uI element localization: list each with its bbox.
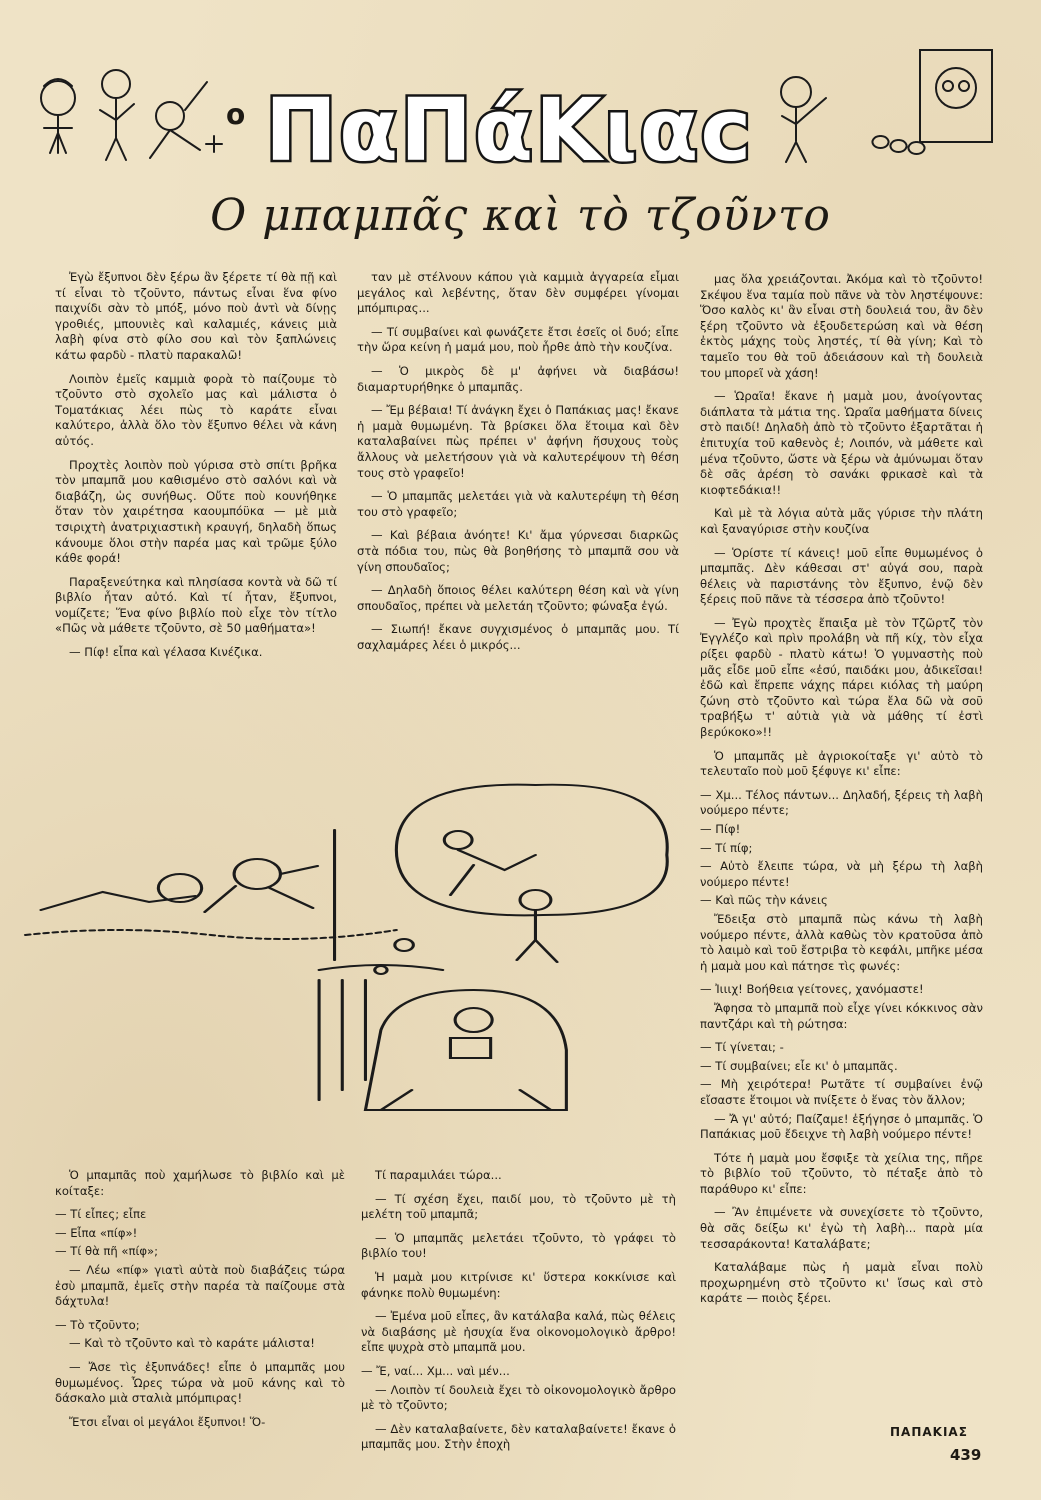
author-signature: ΠΑΠΑΚΙΑΣ (890, 1425, 968, 1439)
paragraph: — Μὴ χειρότερα! Ρωτᾶτε τί συμβαίνει ἐνῷ εἴσαστε ἕτοιμοι νὰ πνίξετε ὁ ἕνας τὸν ἄλλον; (700, 1077, 983, 1107)
paragraph: Λοιπὸν ἐμεῖς καμμιὰ φορὰ τὸ παίζουμε τὸ τζοῦντο στὸ σχολεῖο μας καὶ μάλιστα ὁ Τοματάκιας λέει πὼς τὸ καράτε εἶναι καλύτερο, ἀλλὰ ὅλο τὸν ἔξυπνο θέλει νὰ κάνη αὐτός. (55, 371, 337, 448)
paragraph: — Ἐγὼ προχτὲς ἔπαιξα μὲ τὸν Τζῶρτζ τὸν Ἐγγλέζο καὶ πρὶν προλάβη νὰ πῆ κίχ, τὸν εἶχα ρίξει φαρδὺ - πλατὺ κάτω! Ὁ γυμναστὴς ποὺ μᾶς εἶδε μοῦ εἶπε «ἐσύ, παιδάκι μου, ἀδικεῖσαι! ἐδῶ καὶ ἔπρεπε νάχης πάρει κιόλας τὴ μαύρη ζώνη στὸ τζοῦντο καὶ τώρα ἔλα δῶ νὰ σοῦ τραβήξω τ' αὐτιὰ γιὰ νὰ μάθης τί ἐστὶ βερύκοκο»!! (700, 615, 983, 740)
paragraph: Ὁ μπαμπᾶς μὲ ἀγριοκοίταξε γι' αὐτὸ τὸ τελευταῖο ποὺ μοῦ ξέφυγε κι' εἶπε: (700, 748, 983, 779)
paragraph: ταν μὲ στέλνουν κάπου γιὰ καμμιὰ ἀγγαρεία εἶμαι μεγάλος καὶ λεβέντης, ὅταν δὲν συμφέρει γίνομαι μπόμπιρας... (357, 270, 679, 316)
text-column-bottom-1 (55, 1168, 345, 1438)
paragraph: — Λέω «πίφ» γιατὶ αὐτὰ ποὺ διαβάζεις τώρα ἐσὺ μπαμπᾶ, ἐμεῖς στὴν παρέα τὰ παίζουμε στὰ δάχτυλα! (55, 1262, 345, 1309)
paragraph: Ἄφησα τὸ μπαμπᾶ ποὺ εἶχε γίνει κόκκινος σὰν παντζάρι καὶ τὴ ρώτησα: (700, 1000, 983, 1031)
paragraph: Προχτὲς λοιπὸν ποὺ γύρισα στὸ σπίτι βρῆκα τὸν μπαμπᾶ μου καθισμένο στὸ σαλόνι καὶ νὰ διαβάζη, ὡς συνήθως. Οὔτε ποὺ κουνήθηκε ὅταν τὸν χαιρέτησα καουμπόϋκα — μὲ μιὰ τσιριχτὴ ἀνατριχιαστικὴ κραυγή, δηλαδὴ ὅπως κάνουμε ὅλοι στὴν παρέα μας καὶ τρῶμε ξύλο κάθε φορά! (55, 457, 337, 566)
text-column-bottom-2 (361, 1168, 676, 1461)
paragraph: Ἐγὼ ἔξυπνοι δὲν ξέρω ἂν ξέρετε τί θὰ πῇ καὶ τί εἶναι τὸ τζοῦντο, πάντως εἶναι ἕνα φίνο παιχνίδι σὰν τὸ μπόξ, μόνο ποὺ ἀντὶ νὰ δίνῃς γροθιές, μπουνιὲς καὶ καλαμιές, κάνεις μιὰ λαβὴ φίνα στὸ φίλο σου καὶ τὸν ξαπλώνεις κάτω φαρδὺ - πλατὺ παρακαλῶ! (55, 270, 337, 362)
paragraph: — Ὡραῖα! ἔκανε ἡ μαμὰ μου, ἀνοίγοντας διάπλατα τὰ μάτια της. Ὡραῖα μαθήματα δίνεις στὸ παιδί! Δηλαδὴ ἀπὸ τὸ τζοῦντο ἐξαρτᾶται ἡ ἐπιτυχία τοῦ καθενὸς ἐ; Λοιπόν, νὰ μάθετε καὶ μένα τζοῦντο, ὥστε νὰ ξέρω νὰ ἀμύνωμαι ὅταν δὲ σᾶς ἀρέση τὸ σανάκι φρικασὲ καὶ τὰ κιοφτεδάκια!! (700, 389, 983, 497)
paragraph: — Ἔ, ναί... Χμ... ναὶ μέν... (361, 1363, 510, 1378)
paragraph: — Εἶπα «πίφ»! (55, 1225, 138, 1240)
paragraph: Καὶ μὲ τὰ λόγια αὐτὰ μᾶς γύρισε τὴν πλάτη καὶ ξαναγύρισε στὴν κουζίνα (700, 506, 983, 536)
paragraph: Καταλάβαμε πὼς ἡ μαμὰ εἶναι πολὺ προχωρημένη στὸ τζοῦντο κι' ἴσως καὶ στὸ καράτε — ποιὸς ξέρει. (700, 1260, 983, 1306)
paragraph: Παραξενεύτηκα καὶ πλησίασα κοντὰ νὰ δῶ τί βιβλίο ἦταν αὐτό. Καὶ τί ἦταν, ἔξυπνοι, νομίζετε; Ἕνα φίνο βιβλίο ποὺ εἶχε τὸν τίτλο «Πῶς νὰ μάθετε τζοῦντο, σὲ 50 μαθήματα»! (55, 574, 337, 636)
paragraph: — Καὶ τὸ τζοῦντο καὶ τὸ καράτε μάλιστα! (69, 1336, 315, 1351)
paragraph: — Δηλαδὴ ὅποιος θέλει καλύτερη θέση καὶ νὰ γίνη σπουδαῖος, πρέπει νὰ μελετάη τζοῦντο; φώναξα ἐγώ. (357, 583, 679, 613)
paragraph: Ἔτσι εἶναι οἱ μεγάλοι ἔξυπνοι! Ὅ- (69, 1414, 266, 1429)
paragraph: Ὁ μπαμπᾶς ποὺ χαμήλωσε τὸ βιβλίο καὶ μὲ κοίταξε: (55, 1168, 345, 1198)
paragraph: — Τί γίνεται; - (700, 1040, 784, 1055)
paragraph: Ἡ μαμὰ μου κιτρίνισε κι' ὕστερα κοκκίνισε καὶ φάνηκε πολὺ θυμωμένη: (361, 1269, 676, 1300)
article-title: Ο μπαμπᾶς καὶ τὸ τζοῦντο (210, 190, 831, 241)
paragraph: — Καὶ βέβαια ἀνόητε! Κι' ἄμα γύρνεσαι διαρκῶς στὰ πόδια του, πὼς θὰ βοηθήσης τὸ μπαμπᾶ σου νὰ γίνη σπουδαῖος; (357, 528, 679, 574)
paragraph: — Καὶ πῶς τὴν κάνεις (700, 893, 828, 908)
paragraph: μας ὅλα χρειάζονται. Ἀκόμα καὶ τὸ τζοῦντο! Σκέψου ἕνα ταμία ποὺ πᾶνε νὰ τὸν ληστέψουνε: Ὅσο καλὸς κι' ἂν εἶναι στὴ δουλειά του, ἂν δὲν ξέρη τζοῦντο νὰ ἐξουδετερώση καὶ νὰ θέση ἐκτὸς μάχης τοὺς ληστές, τί θὰ γίνη; Καὶ τὸ ταμεῖο του θὰ τοῦ ἀδειάσουν καὶ τὴ δουλειὰ του μπορεῖ νὰ χάση! (700, 272, 983, 380)
paragraph: — Ἔμ βέβαια! Τί ἀνάγκη ἔχει ὁ Παπάκιας μας! ἔκανε ἡ μαμὰ θυμωμένη. Τὰ βρίσκει ὅλα ἕτοιμα καὶ δὲν καταλαβαίνει πὼς πρέπει ν' ἀφήνη ἥσυχους τοὺς ἄλλους νὰ μελετήσουν γιὰ νὰ καλυτερέψουν τὴ θέση τους στὸ γραφεῖο! (357, 403, 679, 480)
paragraph: Τότε ἡ μαμὰ μου ἔσφιξε τὰ χείλια της, πῆρε τὸ βιβλίο τοῦ τζοῦντο, τὸ πέταξε ἀπὸ τὸ παράθυρο κι' εἶπε: (700, 1150, 983, 1196)
paragraph: — Χμ... Τέλος πάντων... Δηλαδή, ξέρεις τὴ λαβὴ νούμερο πέντε; (700, 787, 983, 818)
paragraph: — Ὁ μπαμπᾶς μελετάει γιὰ νὰ καλυτερέψη τὴ θέση του στὸ γραφεῖο; (357, 489, 679, 519)
paragraph: — Πίφ! (700, 822, 741, 836)
paragraph: — Ὁ μπαμπᾶς μελετάει τζοῦντο, τὸ γράφει τὸ βιβλίο του! (361, 1230, 676, 1261)
text-column-3 (700, 272, 983, 1315)
paragraph: — Λοιπὸν τί δουλειὰ ἔχει τὸ οἰκονομολογικὸ ἄρθρο μὲ τὸ τζοῦντο; (361, 1382, 676, 1413)
text-column-1 (55, 270, 337, 669)
paragraph: — Δὲν καταλαβαίνετε, δὲν καταλαβαίνετε! ἔκανε ὁ μπαμπᾶς μου. Στὴν ἐποχὴ (361, 1421, 676, 1452)
paragraph: — Ἐμένα μοῦ εἶπες, ἂν κατάλαβα καλά, πὼς θέλεις νὰ διαβάσης μὲ ἡσυχία ἕνα οἰκονομολογικὸ ἄρθρο! εἶπε ψυχρὰ στὸ μπαμπᾶ μου. (361, 1309, 676, 1355)
text-column-2 (357, 270, 679, 661)
paragraph: — Τί συμβαίνει καὶ φωνάζετε ἔτσι ἐσεῖς οἱ δυό; εἶπε τὴν ὥρα κείνη ἡ μαμά μου, ποὺ ἦρθε ἀπὸ τὴν κουζίνα. (357, 324, 679, 355)
page-number: 439 (950, 1446, 982, 1464)
paragraph: — Τί πίφ; (700, 840, 753, 855)
cartoon-kids-illustration (20, 40, 240, 170)
paragraph: — Ἄσε τὶς ἐξυπνάδες! εἶπε ὁ μπαμπᾶς μου θυμωμένος. Ὧρες τώρα νὰ μοῦ κάνης καὶ τὸ δάσκαλο μιὰ σταλιὰ μπόμπιρας! (55, 1359, 345, 1406)
paragraph: — Ὁ μικρὸς δὲ μ' ἀφήνει νὰ διαβάσω! διαμαρτυρήθηκε ὁ μπαμπᾶς. (357, 363, 679, 394)
header-banner (20, 40, 1020, 181)
paragraph: — Σιωπή! ἔκανε συγχισμένος ὁ μπαμπᾶς μου. Τί σαχλαμάρες λέει ὁ μικρός... (357, 622, 679, 652)
cartoon-judo-illustration (10, 770, 690, 1150)
paragraph: — Αὐτὸ ἔλειπε τώρα, νὰ μὴ ξέρω τὴ λαβὴ νούμερο πέντε! (700, 859, 983, 889)
paragraph: — Τί συμβαίνει; εἶε κι' ὁ μπαμπᾶς. (700, 1058, 898, 1073)
paragraph: — Πίφ! εἶπα καὶ γέλασα Κινέζικα. (69, 645, 263, 660)
paragraph: — Ἄ γι' αὐτό; Παίζαμε! ἐξήγησε ὁ μπαμπᾶς. Ὁ Παπάκιας μοῦ ἔδειχνε τὴ λαβὴ νούμερο πέντε! (700, 1111, 983, 1142)
paragraph: Ἔδειξα στὸ μπαμπᾶ πὼς κάνω τὴ λαβὴ νούμερο πέντε, ἀλλὰ καθὼς τὸν κρατοῦσα ἀπὸ τὸ λαιμὸ καὶ τοῦ ἔστριβα τὸ κεφάλι, μπῆκε μέσα ἡ μαμὰ μου καὶ πάτησε τὶς φωνές: (700, 911, 983, 973)
paragraph: Τί παραμιλάει τώρα... (375, 1168, 502, 1182)
paragraph: — Τί θὰ πῆ «πίφ»; (55, 1244, 159, 1259)
column-logo: ΠαΠάΚιαc (265, 81, 754, 181)
paragraph: — Ἂν ἐπιμένετε νὰ συνεχίσετε τὸ τζοῦντο, θὰ σᾶς δείξω κι' ἐγὼ τὴ λαβὴ... παρὰ μία τεσσαράκοντα! Καταλάβατε; (700, 1205, 983, 1251)
paragraph: — Ὁρίστε τί κάνεις! μοῦ εἶπε θυμωμένος ὁ μπαμπᾶς. Δὲν κάθεσαι στ' αὐγά σου, παρὰ θέλεις νὰ παριστάνης τὸν ἔξυπνο, ἐνῷ δὲν ξέρεις ποῦ πᾶνε τὰ τέσσερα ἀπὸ τζοῦντο! (700, 545, 983, 607)
logo-article: ο (226, 98, 246, 131)
paragraph: — Τὸ τζοῦντο; (55, 1317, 140, 1332)
paragraph: — Τί εἶπες; εἶπε (55, 1207, 147, 1222)
paragraph: — Τί σχέση ἔχει, παιδί μου, τὸ τζοῦντο μὲ τὴ μελέτη τοῦ μπαμπᾶ; (361, 1191, 676, 1222)
paragraph: — Ἰιιιχ! Βοήθεια γείτονες, χανόμαστε! (700, 982, 924, 997)
cartoon-boy-and-portrait-illustration (760, 40, 1020, 170)
